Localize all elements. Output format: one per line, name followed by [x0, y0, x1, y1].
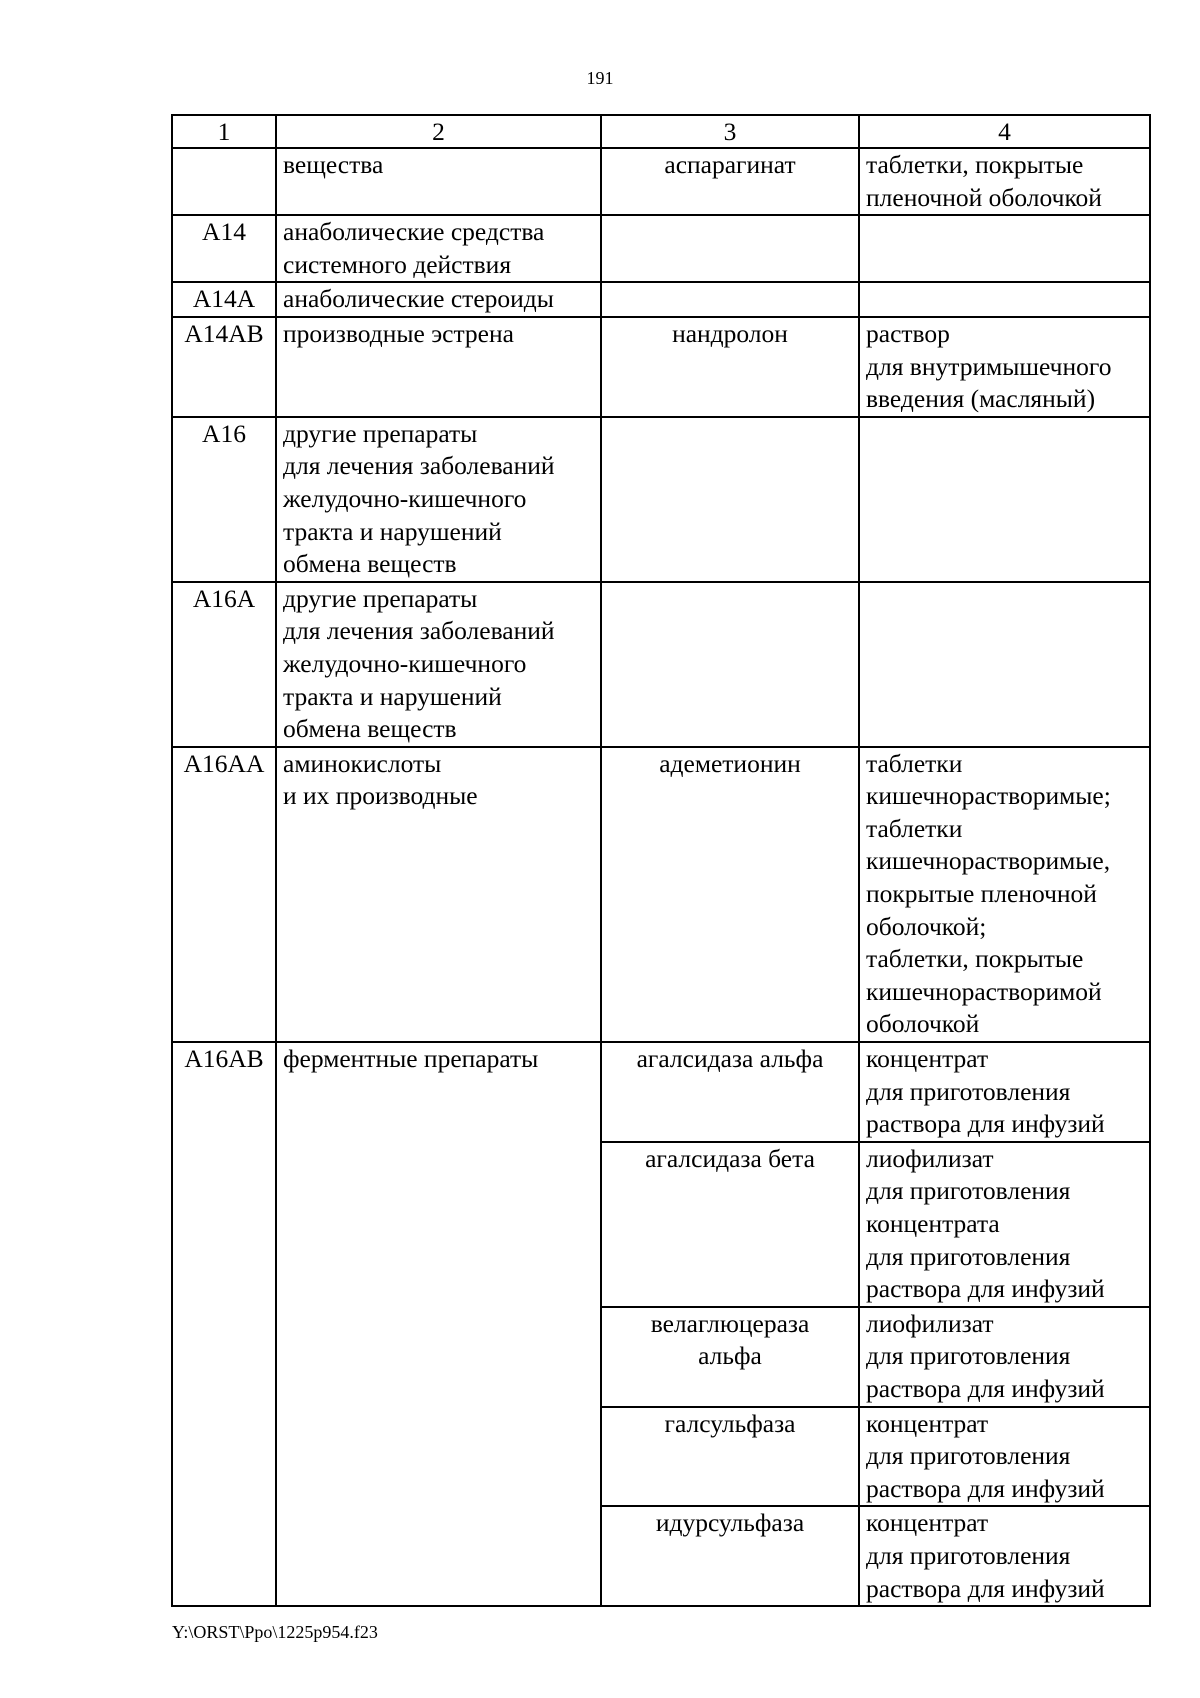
page-number: 191: [586, 68, 614, 88]
atc-code: A16A: [172, 582, 276, 747]
drug-inn: галсульфаза: [601, 1407, 859, 1507]
dosage-form: таблетки кишечнорастворимые; таблетки кишечнорастворимые, покрытые пленочной оболочкой; таблетки, покрытые кишечнорастворимой оболочкой: [859, 747, 1150, 1042]
drug-table: [171, 114, 1151, 1607]
header-col-2: 2: [276, 115, 601, 148]
atc-code: A16AB: [172, 1042, 276, 1606]
dosage-form: лиофилизат для приготовления раствора для инфузий: [859, 1307, 1150, 1407]
group-name: ферментные препараты: [276, 1042, 601, 1606]
dosage-form: концентрат для приготовления раствора для инфузий: [859, 1407, 1150, 1507]
dosage-form: концентрат для приготовления раствора для инфузий: [859, 1506, 1150, 1606]
dosage-form: [859, 215, 1150, 282]
group-name: производные эстрена: [276, 317, 601, 417]
drug-inn: агалсидаза альфа: [601, 1042, 859, 1142]
atc-code: A16AA: [172, 747, 276, 1042]
dosage-form: таблетки, покрытые пленочной оболочкой: [859, 148, 1150, 215]
group-name: другие препараты для лечения заболеваний желудочно-кишечного тракта и нарушений обмена веществ: [276, 582, 601, 747]
dosage-form: концентрат для приготовления раствора для инфузий: [859, 1042, 1150, 1142]
table-row: [172, 148, 1150, 215]
drug-inn: идурсульфаза: [601, 1506, 859, 1606]
table-row: [172, 317, 1150, 417]
drug-inn: агалсидаза бета: [601, 1142, 859, 1307]
drug-inn: велаглюцераза альфа: [601, 1307, 859, 1407]
drug-inn: [601, 582, 859, 747]
dosage-form: [859, 417, 1150, 582]
dosage-form: раствор для внутримышечного введения (масляный): [859, 317, 1150, 417]
table-row: [172, 747, 1150, 1042]
atc-code: A14A: [172, 282, 276, 317]
drug-inn: аспарагинат: [601, 148, 859, 215]
drug-inn: [601, 282, 859, 317]
header-col-1: 1: [172, 115, 276, 148]
atc-code: A16: [172, 417, 276, 582]
dosage-form: лиофилизат для приготовления концентрата для приготовления раствора для инфузий: [859, 1142, 1150, 1307]
atc-code: A14: [172, 215, 276, 282]
table-row: [172, 215, 1150, 282]
drug-inn: [601, 417, 859, 582]
drug-inn: [601, 215, 859, 282]
footer-file-path: Y:\ORST\Ppo\1225p954.f23: [172, 1622, 378, 1642]
atc-code: A14AB: [172, 317, 276, 417]
header-row: [172, 115, 1150, 148]
group-name: вещества: [276, 148, 601, 215]
atc-code: [172, 148, 276, 215]
table-row: [172, 417, 1150, 582]
group-name: другие препараты для лечения заболеваний желудочно-кишечного тракта и нарушений обмена веществ: [276, 417, 601, 582]
table-row: [172, 282, 1150, 317]
drug-inn: нандролон: [601, 317, 859, 417]
table-row: [172, 1042, 1150, 1142]
group-name: анаболические стероиды: [276, 282, 601, 317]
header-col-3: 3: [601, 115, 859, 148]
drug-inn: адеметионин: [601, 747, 859, 1042]
group-name: анаболические средства системного действия: [276, 215, 601, 282]
header-col-4: 4: [859, 115, 1150, 148]
dosage-form: [859, 582, 1150, 747]
dosage-form: [859, 282, 1150, 317]
table-row: [172, 582, 1150, 747]
group-name: аминокислоты и их производные: [276, 747, 601, 1042]
